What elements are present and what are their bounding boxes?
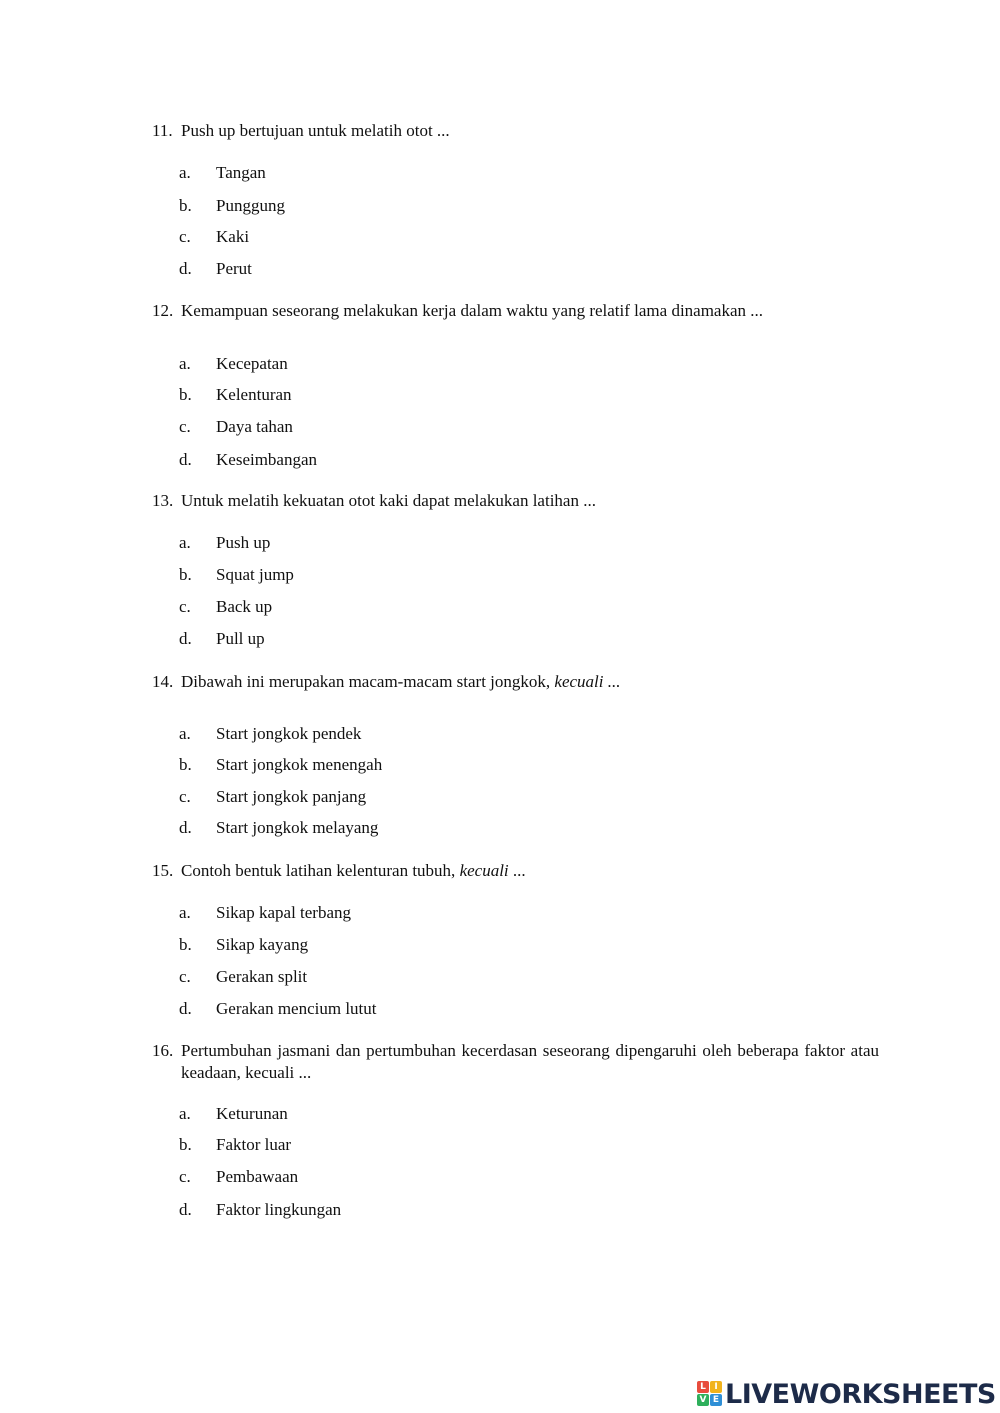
question-number: 13. bbox=[152, 491, 174, 510]
question-14 bbox=[152, 671, 879, 693]
question-12 bbox=[152, 300, 879, 322]
question-13 bbox=[152, 490, 879, 512]
question-number: 12. bbox=[152, 301, 174, 320]
question-text: Pertumbuhan jasmani dan pertumbuhan kecerdasan seseorang dipengaruhi oleh beberapa faktor atau keadaan, kecuali ... bbox=[181, 1041, 879, 1082]
question-text: Untuk melatih kekuatan otot kaki dapat melakukan latihan ... bbox=[181, 491, 596, 510]
question-number: 14. bbox=[152, 672, 174, 691]
logo-icon-tile: E bbox=[710, 1394, 722, 1406]
liveworksheets-logo-icon bbox=[697, 1381, 723, 1407]
question-15 bbox=[152, 860, 879, 882]
question-11 bbox=[152, 120, 879, 142]
question-number: 11. bbox=[152, 121, 173, 140]
logo-text: LIVEWORKSHEETS bbox=[725, 1378, 996, 1410]
question-text: Dibawah ini merupakan macam-macam start jongkok, kecuali ... bbox=[181, 672, 621, 691]
logo-icon-tile: I bbox=[710, 1381, 722, 1393]
question-text: Kemampuan seseorang melakukan kerja dalam waktu yang relatif lama dinamakan ... bbox=[181, 301, 764, 320]
logo-icon-tile: V bbox=[697, 1394, 709, 1406]
liveworksheets-logo[interactable] bbox=[697, 1378, 996, 1410]
question-number: 16. bbox=[152, 1041, 174, 1060]
question-number: 15. bbox=[152, 861, 174, 880]
logo-icon-tile: L bbox=[697, 1381, 709, 1393]
question-text: Push up bertujuan untuk melatih otot ... bbox=[181, 121, 450, 140]
question-16 bbox=[152, 1040, 879, 1084]
question-text: Contoh bentuk latihan kelenturan tubuh, kecuali ... bbox=[181, 861, 526, 880]
